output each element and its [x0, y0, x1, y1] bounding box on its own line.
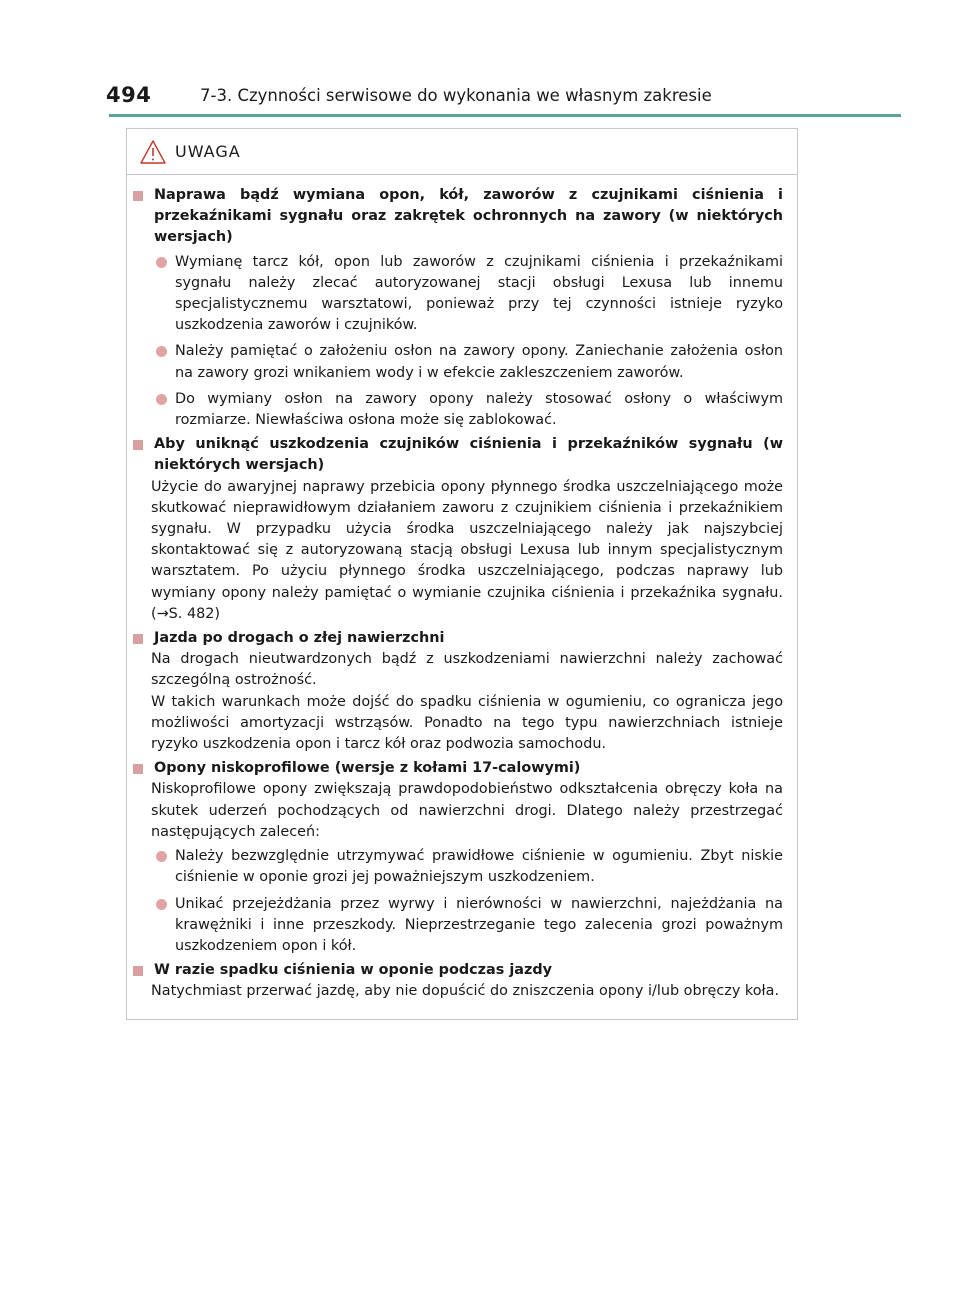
section-paragraph: Niskoprofilowe opony zwiększają prawdopodobieństwo odkształcenia obręczy koła na skutek uderzeń pochodzących od nawierzchni drogi. Dlatego należy przestrzegać następujących zaleceń:: [151, 781, 783, 840]
list-item: Do wymiany osłon na zawory opony należy stosować osłony o właściwym rozmiarze. Niewłaściwa osłona może się zablokować.: [127, 389, 797, 431]
square-bullet-icon: [133, 440, 143, 450]
section-title: Naprawa bądź wymiana opon, kół, zaworów z czujnikami ciśnienia i przekaźnikami sygnału oraz zakrętek ochronnych na zawory (w niektórych wersjach): [127, 185, 797, 249]
list-item: Należy pamiętać o założeniu osłon na zawory opony. Zaniechanie założenia osłon na zawory grozi wnikaniem wody i w efekcie zakleszczeniem zaworów.: [127, 341, 797, 383]
square-bullet-icon: [133, 634, 143, 644]
section-paragraph: Natychmiast przerwać jazdę, aby nie dopuścić do zniszczenia opony i/lub obręczy koła.: [151, 983, 780, 1000]
section-paragraph: Użycie do awaryjnej naprawy przebicia opony płynnego środka uszczelniającego może skutkować nieprawidłowym działaniem zaworu z czujnikiem ciśnienia i przekaźnikiem sygnału. W przypadku użycia środka uszczelniającego należy jak najszybciej skontaktować się z autoryzowaną stacją obsługi Lexusa lub innym specjalistycznym warsztatem. Po użyciu płynnego środka uszczelniającego, podczas naprawy lub wymiany opony należy pamiętać o wymianie czujnika ciśnienia i przekaźnika sygnału. (→S. 482): [151, 478, 783, 622]
warning-box-title: [127, 129, 797, 175]
round-bullet-icon: [156, 346, 167, 357]
section-title: W razie spadku ciśnienia w oponie podczas jazdy: [127, 960, 797, 981]
section-title: Jazda po drogach o złej nawierzchni: [127, 628, 797, 649]
square-bullet-icon: [133, 966, 143, 976]
header-divider: [109, 114, 901, 117]
warning-box: [126, 128, 798, 1020]
list-item: Unikać przejeżdżania przez wyrwy i nierówności w nawierzchni, najeżdżania na krawężniki i inne przeszkody. Nieprzestrzeganie tego zalecenia grozi poważnym uszkodzeniem opon i kół.: [127, 894, 797, 958]
section-paragraph: Na drogach nieutwardzonych bądź z uszkodzeniami nawierzchni należy zachować szczególną ostrożność.: [151, 651, 783, 689]
list-item: Wymianę tarcz kół, opon lub zaworów z czujnikami ciśnienia i przekaźnikami sygnału należy zlecać autoryzowanej stacji obsługi Lexusa lub innemu specjalistycznemu warsztatowi, ponieważ przy tej czynności istnieje ryzyko uszkodzenia zaworów i czujników.: [127, 252, 797, 337]
warning-label: UWAGA: [175, 142, 241, 161]
square-bullet-icon: [133, 764, 143, 774]
round-bullet-icon: [156, 851, 167, 862]
round-bullet-icon: [156, 257, 167, 268]
round-bullet-icon: [156, 899, 167, 910]
warning-content: [127, 185, 797, 1003]
page-header: [0, 0, 960, 110]
square-bullet-icon: [133, 191, 143, 201]
round-bullet-icon: [156, 394, 167, 405]
chapter-title: 7-3. Czynności serwisowe do wykonania we własnym zakresie: [200, 86, 712, 105]
section-title: Aby uniknąć uszkodzenia czujników ciśnienia i przekaźników sygnału (w niektórych wersjach): [127, 434, 797, 476]
page-number: 494: [106, 83, 152, 107]
section-title: Opony niskoprofilowe (wersje z kołami 17-calowymi): [127, 758, 797, 779]
section-paragraph: W takich warunkach może dojść do spadku ciśnienia w ogumieniu, co ogranicza jego możliwości amortyzacji wstrząsów. Ponadto na tego typu nawierzchniach istnieje ryzyko uszkodzenia opon i tarcz kół oraz podwozia samochodu.: [151, 693, 783, 753]
warning-triangle-icon: [139, 139, 167, 165]
list-item: Należy bezwzględnie utrzymywać prawidłowe ciśnienie w ogumieniu. Zbyt niskie ciśnienie w oponie grozi jej poważniejszym uszkodzeniem.: [127, 846, 797, 888]
